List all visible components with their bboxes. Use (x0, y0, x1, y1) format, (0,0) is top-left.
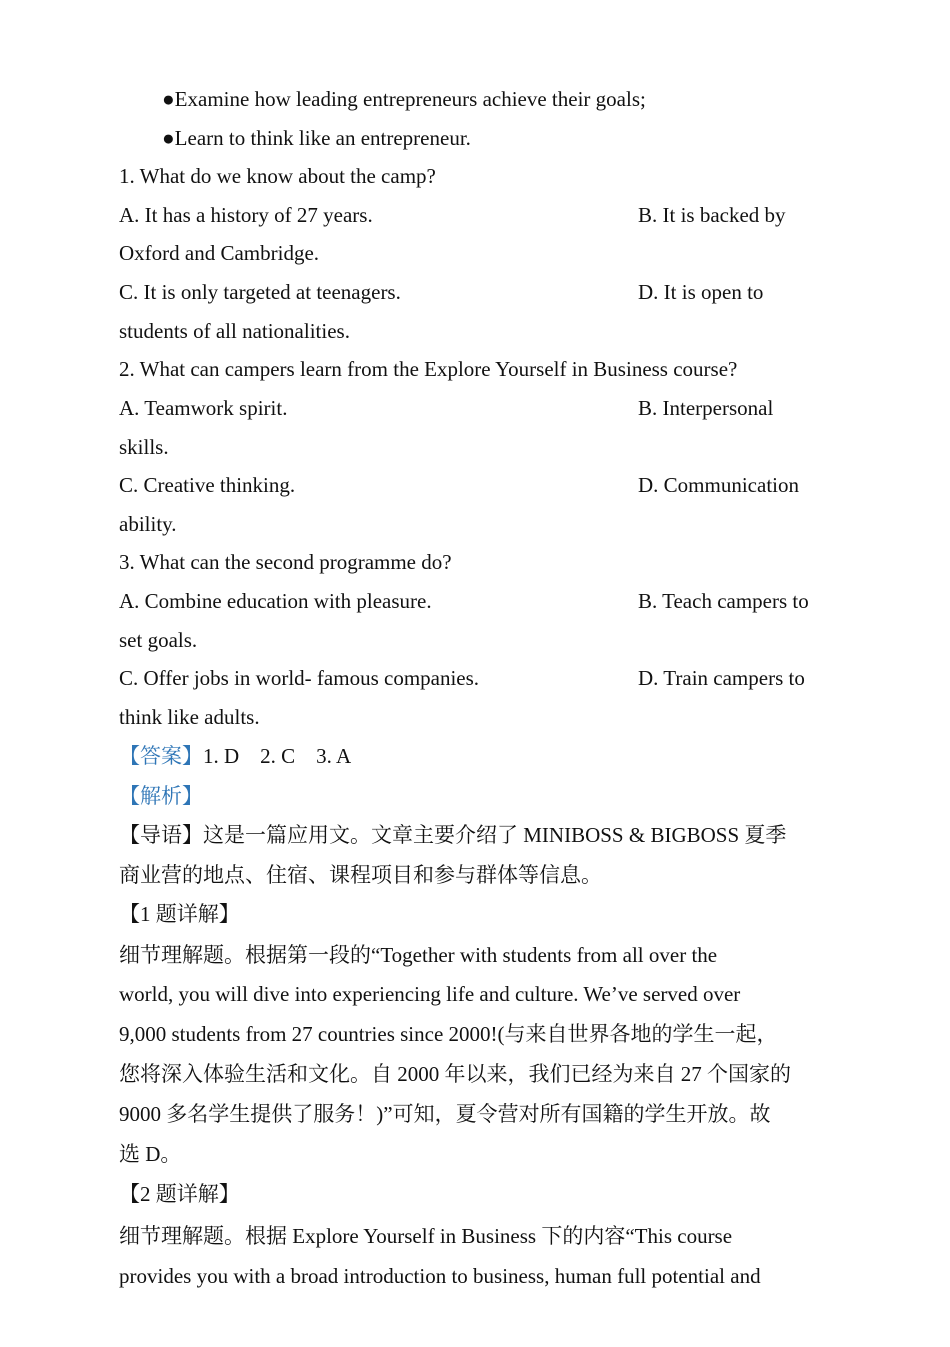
option-d: D. Communication (638, 473, 799, 497)
answer-line (119, 743, 351, 769)
option-d-continued: ability. (119, 512, 177, 536)
question-stem: 2. What can campers learn from the Explore Yourself in Business course? (119, 357, 738, 381)
option-a: A. Teamwork spirit. (119, 396, 288, 420)
bullet-item: ●Learn to think like an entrepreneur. (162, 126, 471, 150)
option-d: D. It is open to (638, 280, 764, 304)
option-c: C. Creative thinking. (119, 473, 296, 497)
option-d: D. Train campers to (638, 666, 805, 690)
q1-detail-line: 9000 多名学生提供了服务！)”可知，夏令营对所有国籍的学生开放。故 (119, 1102, 771, 1126)
analysis-label: 【解析】 (119, 784, 203, 808)
intro-paragraph-line (119, 822, 786, 848)
option-a: A. Combine education with pleasure. (119, 589, 432, 613)
intro-text: 这是一篇应用文。文章主要介绍了 MINIBOSS & BIGBOSS 夏季 (203, 823, 787, 847)
q1-detail-line: world, you will dive into experiencing life and culture. We’ve served over (119, 982, 741, 1006)
question-stem: 3. What can the second programme do? (119, 550, 452, 574)
intro-text-line: 商业营的地点、住宿、课程项目和参与群体等信息。 (119, 863, 602, 887)
option-b: B. Teach campers to (638, 589, 809, 613)
question-stem: 1. What do we know about the camp? (119, 164, 436, 188)
option-c: C. Offer jobs in world- famous companies. (119, 666, 480, 690)
option-b-continued: Oxford and Cambridge. (119, 241, 320, 265)
bullet-item: ●Examine how leading entrepreneurs achieve their goals; (162, 87, 646, 111)
option-c: C. It is only targeted at teenagers. (119, 280, 401, 304)
option-a: A. It has a history of 27 years. (119, 203, 373, 227)
q1-detail-line: 9,000 students from 27 countries since 2000!(与来自世界各地的学生一起， (119, 1022, 778, 1046)
option-b: B. Interpersonal (638, 396, 774, 420)
q1-detail-line: 细节理解题。根据第一段的“Together with students from all over the (119, 943, 718, 967)
q2-detail-line: 细节理解题。根据 Explore Yourself in Business 下的内容“This course (119, 1224, 733, 1248)
option-b-continued: set goals. (119, 628, 198, 652)
answer-value: 1. D 2. C 3. A (203, 744, 352, 768)
option-b-continued: skills. (119, 435, 169, 459)
q2-detail-label: 【2 题详解】 (119, 1182, 240, 1206)
q1-detail-label: 【1 题详解】 (119, 902, 240, 926)
intro-label: 【导语】 (119, 823, 203, 847)
q1-detail-line: 您将深入体验生活和文化。自 2000 年以来，我们已经为来自 27 个国家的 (119, 1062, 791, 1086)
answer-label: 【答案】 (119, 744, 203, 768)
q2-detail-line: provides you with a broad introduction to business, human full potential and (119, 1264, 761, 1288)
option-d-continued: think like adults. (119, 705, 260, 729)
q1-detail-line: 选 D。 (119, 1142, 182, 1166)
option-b: B. It is backed by (638, 203, 786, 227)
option-d-continued: students of all nationalities. (119, 319, 350, 343)
